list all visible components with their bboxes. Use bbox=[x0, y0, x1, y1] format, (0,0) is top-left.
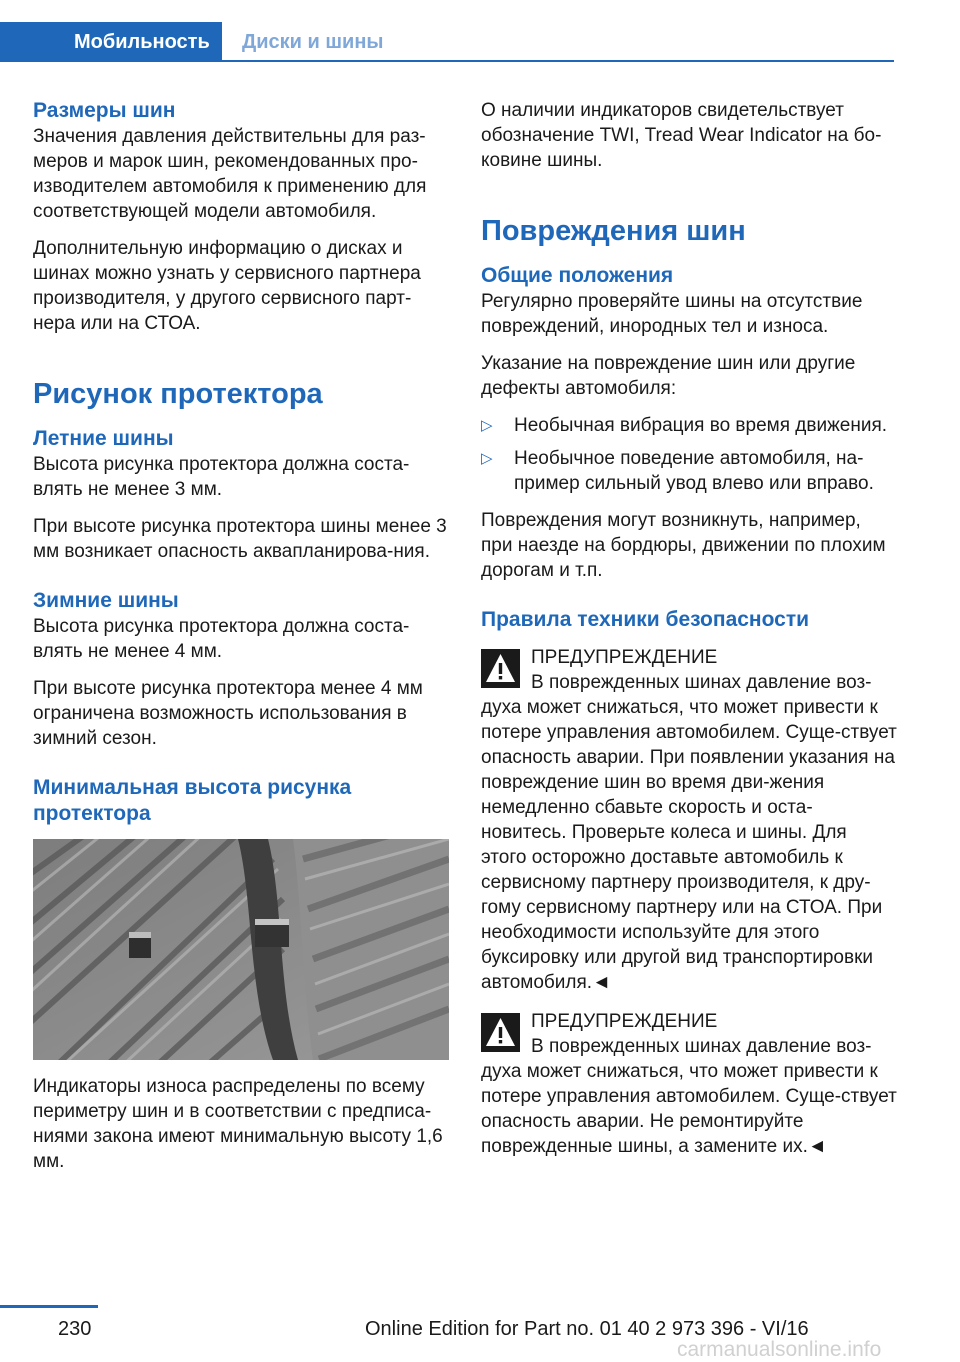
warning-lead: В поврежденных шинах давление воз- bbox=[531, 672, 872, 693]
warning-lead: В поврежденных шинах давление воз- bbox=[531, 1036, 872, 1057]
summer-paragraph-1: Высота рисунка протектора должна соста-влять не менее 3 мм. bbox=[33, 454, 410, 500]
list-item bbox=[481, 413, 897, 438]
warning-title: ПРЕДУПРЕЖДЕНИЕ bbox=[531, 1011, 718, 1032]
warning-body: духа может снижаться, что может привести к потере управления автомобилем. Суще-ствует опасность аварии. Не ремонтируйте поврежденные шины, а замените их.◄ bbox=[481, 1061, 897, 1157]
tire-sizes-paragraph-1: Значения давления действительны для раз-меров и марок шин, рекомендованных про-изводителем автомобиля к применению для соответствующей модели автомобиля. bbox=[33, 126, 427, 222]
right-column bbox=[481, 98, 897, 1171]
tire-sizes-heading: Размеры шин bbox=[33, 99, 176, 122]
warning-triangle-icon bbox=[481, 1013, 520, 1052]
section-tab-mobility[interactable]: Мобильность bbox=[0, 22, 222, 61]
list-item-text: Необычная вибрация во время движения. bbox=[514, 415, 888, 436]
minimum-tread-heading: Минимальная высота рисунка протектора bbox=[33, 776, 352, 825]
general-paragraph-3: Повреждения могут возникнуть, например, при наезде на бордюры, движении по плохим дорогам и т.п. bbox=[481, 510, 886, 581]
edition-note: Online Edition for Part no. 01 40 2 973 396 - VI/16 bbox=[365, 1318, 809, 1340]
summer-paragraph-2: При высоте рисунка протектора шины менее 3 мм возникает опасность аквапланирова-ния. bbox=[33, 516, 447, 562]
tread-pattern-title: Рисунок протектора bbox=[33, 378, 323, 410]
general-heading: Общие положения bbox=[481, 264, 674, 287]
wear-indicators-paragraph: Индикаторы износа распределены по всему периметру шин и в соответствии с предписа-ниями закона имеют минимальную высоту 1,6 мм. bbox=[33, 1076, 443, 1172]
warning-block-1 bbox=[481, 645, 897, 995]
winter-paragraph-1: Высота рисунка протектора должна соста-влять не менее 4 мм. bbox=[33, 616, 410, 662]
section-tab-wheels-tires[interactable]: Диски и шины bbox=[242, 31, 384, 53]
tire-sizes-paragraph-2: Дополнительную информацию о дисках и шинах можно узнать у сервисного партнера производителя, у другого сервисного парт-нера или на СТОА. bbox=[33, 238, 421, 334]
page-number: 230 bbox=[58, 1318, 92, 1340]
triangle-bullet-icon: ▷ bbox=[481, 417, 493, 434]
tire-damage-title: Повреждения шин bbox=[481, 215, 746, 247]
triangle-bullet-icon: ▷ bbox=[481, 450, 493, 467]
general-paragraph-2: Указание на повреждение шин или другие дефекты автомобиля: bbox=[481, 353, 856, 399]
warning-title: ПРЕДУПРЕЖДЕНИЕ bbox=[531, 647, 718, 668]
safety-rules-heading: Правила техники безопасности bbox=[481, 608, 810, 631]
twi-paragraph: О наличии индикаторов свидетельствует обозначение TWI, Tread Wear Indicator на бо-ковине шины. bbox=[481, 100, 882, 171]
winter-tires-heading: Зимние шины bbox=[33, 589, 179, 612]
watermark: carmanualsonline.info bbox=[677, 1338, 882, 1361]
left-column bbox=[33, 98, 449, 1186]
warning-body: духа может снижаться, что может привести к потере управления автомобилем. Суще-ствует опасность аварии. При появлении указания на повреждение шин во время дви-жения немедленно сбавьте скорость и оста-новитесь. Проверьте колеса и шины. Для этого осторожно доставьте автомобиль к сервисному партнеру производителя, к дру-гому сервисному партнеру или на СТОА. При необходимости используйте для этого буксировку или другой вид транспортировки автомобиля.◄ bbox=[481, 697, 897, 993]
summer-tires-heading: Летние шины bbox=[33, 427, 174, 450]
tread-wear-indicator-image bbox=[33, 839, 449, 1060]
damage-signs-list bbox=[481, 413, 897, 496]
warning-triangle-icon bbox=[481, 649, 520, 688]
list-item-text: Необычное поведение автомобиля, на-пример сильный увод влево или вправо. bbox=[514, 448, 874, 494]
winter-paragraph-2: При высоте рисунка протектора менее 4 мм ограничена возможность использования в зимний сезон. bbox=[33, 678, 423, 749]
footer-divider bbox=[0, 1305, 98, 1308]
header-divider bbox=[0, 60, 894, 62]
warning-block-2 bbox=[481, 1009, 897, 1159]
list-item bbox=[481, 446, 897, 496]
general-paragraph-1: Регулярно проверяйте шины на отсутствие повреждений, инородных тел и износа. bbox=[481, 291, 863, 337]
page-header bbox=[0, 0, 894, 62]
